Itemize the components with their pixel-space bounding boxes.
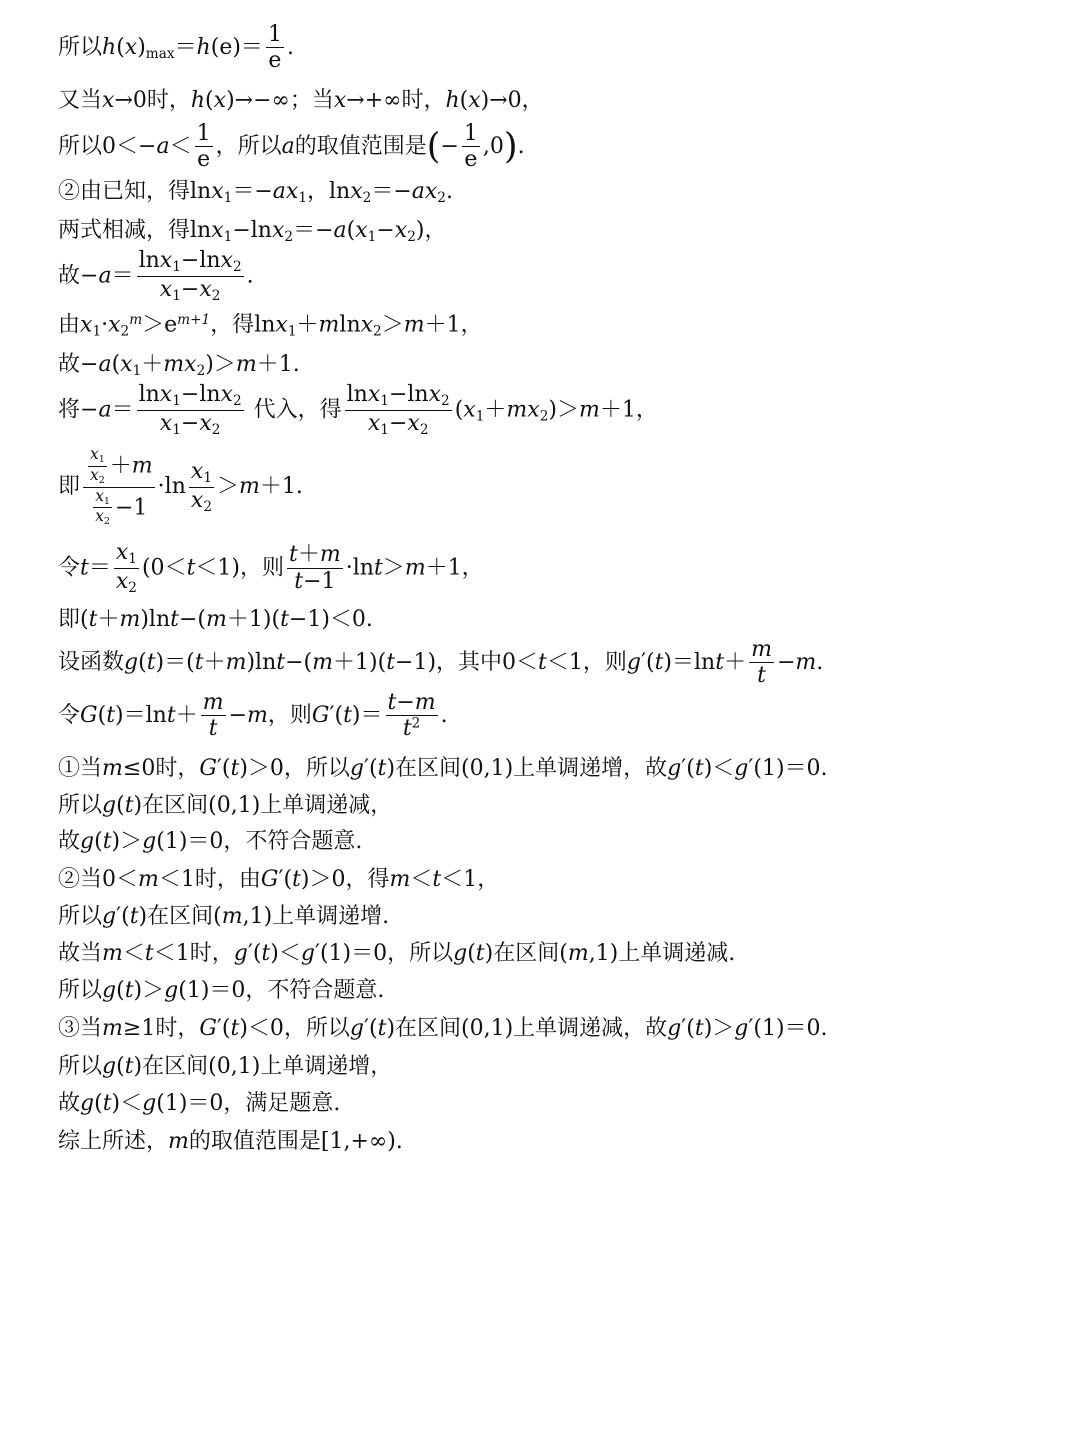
solution-line: 所以g(t)＞g(1)＝0，不符合题意. <box>58 978 385 1003</box>
solution-line: 又当x→0时，h(x)→−∞；当x→+∞时，h(x)→0， <box>58 88 544 113</box>
solution-line: 故当m＜t＜1时，g′(t)＜g′(1)＝0，所以g(t)在区间(m,1)上单调递减. <box>58 941 736 966</box>
solution-line: 由$x_1\cdot x_2^m>e^{m+1}$，得lnx$_1$＋mlnx$_2$＞m＋1， <box>58 312 483 340</box>
solution-line: 令G(t)＝lnt＋ $\frac{m}{t}$ −m，则G′(t)＝ $\frac{t-m}{t^2}$ . <box>58 690 448 742</box>
solution-line: ③当m≥1时，G′(t)＜0，所以g′(t)在区间(0,1)上单调递减，故g′(t)＞g′(1)＝0. <box>58 1016 828 1041</box>
solution-line: 综上所述，m的取值范围是[1,+∞). <box>58 1129 403 1154</box>
solution-line: 所以g′(t)在区间(m,1)上单调递增. <box>58 904 390 929</box>
solution-line: 故−a＝ $\frac{\ln x_1-\ln x_2}{x_1-x_2}$ . <box>58 248 254 304</box>
solution-line: ①当m≤0时，G′(t)＞0，所以g′(t)在区间(0,1)上单调递增，故g′(t)＜g′(1)＝0. <box>58 756 828 781</box>
solution-line: 设函数g(t)＝(t＋m)lnt−(m＋1)(t−1)，其中0＜t＜1，则g′(t)＝lnt＋ $\frac{m}{t}$ −m. <box>58 637 824 689</box>
solution-line: 令t＝ $\frac{x_1}{x_2}$ (0＜t＜1)，则 $\frac{t+m}{t-1}$ ·lnt＞m＋1， <box>58 540 484 596</box>
solution-line: 即(t＋m)lnt−(m＋1)(t−1)＜0. <box>58 607 373 632</box>
solution-line: 所以$h(x)_{max}=h(e)=$ $\frac{1}{e}$ . <box>58 22 294 74</box>
solution-line: 将−a＝ $\frac{\ln x_1-\ln x_2}{x_1-x_2}$ 代入，得 $\frac{\ln x_1-\ln x_2}{x_1-x_2}$ $(x_1+mx_2)>m+1$， <box>58 382 658 438</box>
solution-line: 所以g(t)在区间(0,1)上单调递减， <box>58 793 393 818</box>
solution-line: ②由已知，得$\ln x_1=-ax_1$，$\ln x_2=-ax_2$. <box>58 179 453 207</box>
solution-line: 故g(t)＜g(1)＝0，满足题意. <box>58 1091 341 1116</box>
solution-line: 两式相减，得$\ln x_1-\ln x_2=-a(x_1-x_2)$， <box>58 218 447 246</box>
solution-line: 所以0＜−a＜ $\frac{1}{e}$ ，所以a的取值范围是(− $\frac{1}{e}$ ,0). <box>58 121 525 173</box>
solution-line: 即 $\frac{x_1}{x_2}$ ＋m $\frac{x_1}{x_2}$ −1 ·ln $\frac{x_1}{x_2}$ ＞m＋1. <box>58 445 303 528</box>
solution-line: 故g(t)＞g(1)＝0，不符合题意. <box>58 829 363 854</box>
solution-line: 所以g(t)在区间(0,1)上单调递增， <box>58 1054 393 1079</box>
solution-line: 故$-a(x_1+mx_2)>m+1$. <box>58 352 300 380</box>
solution-line: ②当0＜m＜1时，由G′(t)＞0，得m＜t＜1， <box>58 867 500 892</box>
